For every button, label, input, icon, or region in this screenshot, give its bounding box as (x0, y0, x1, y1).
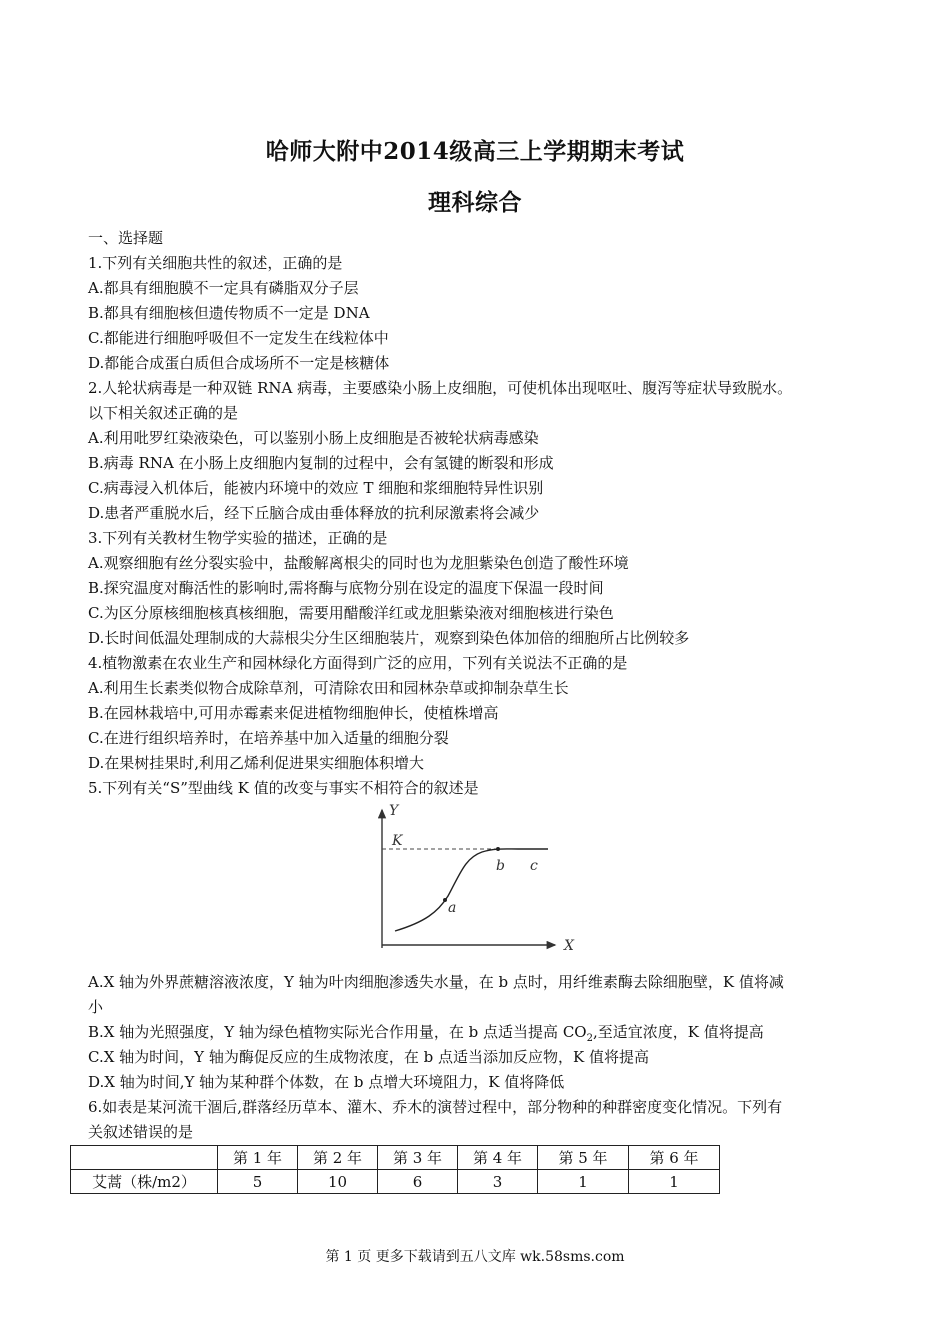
q3-option-a: A.观察细胞有丝分裂实验中，盐酸解离根尖的同时也为龙胆紫染色创造了酸性环境 (88, 554, 629, 572)
point-a (443, 898, 447, 902)
table-cell: 3 (458, 1170, 538, 1194)
q5-stem: 5.下列有关“S”型曲线 K 值的改变与事实不相符合的叙述是 (88, 779, 479, 797)
table-cell: 5 (218, 1170, 298, 1194)
k-label: K (392, 833, 403, 849)
table-row-label: 艾蒿（株/m2） (71, 1170, 218, 1194)
q2-option-b: B.病毒 RNA 在小肠上皮细胞内复制的过程中，会有氢键的断裂和形成 (88, 454, 554, 472)
point-b (496, 847, 500, 851)
q2-stem-line-2: 以下相关叙述正确的是 (88, 404, 239, 422)
q5-option-a-line-1: A.X 轴为外界蔗糖溶液浓度，Y 轴为叶肉细胞渗透失水量，在 b 点时，用纤维素酶去除细胞壁，K 值将减 (88, 973, 784, 991)
b-label: b (496, 858, 505, 874)
q2-option-d: D.患者严重脱水后，经下丘脑合成由垂体释放的抗利尿激素将会减少 (88, 504, 540, 522)
q6-stem-line-1: 6.如表是某河流干涸后,群落经历草本、灌木、乔木的演替过程中，部分物种的种群密度变化情况。下列有 (88, 1098, 783, 1116)
x-axis-label: X (564, 938, 574, 954)
q2-option-a: A.利用吡罗红染液染色，可以鉴别小肠上皮细胞是否被轮状病毒感染 (88, 429, 539, 447)
q5-option-c: C.X 轴为时间，Y 轴为酶促反应的生成物浓度，在 b 点适当添加反应物，K 值将提高 (88, 1048, 649, 1066)
c-label: c (530, 858, 538, 874)
density-table (70, 1145, 720, 1194)
table-header-row (71, 1146, 720, 1170)
q4-option-d: D.在果树挂果时,利用乙烯利促进果实细胞体积增大 (88, 754, 425, 772)
s-curve (395, 849, 548, 931)
q4-option-c: C.在进行组织培养时，在培养基中加入适量的细胞分裂 (88, 729, 449, 747)
a-label: a (448, 900, 457, 916)
q5-option-b (88, 1020, 868, 1045)
q2-option-c: C.病毒浸入机体后，能被内环境中的效应 T 细胞和浆细胞特异性识别 (88, 479, 544, 497)
q5-option-d: D.X 轴为时间,Y 轴为某种群个体数，在 b 点增大环境阻力，K 值将降低 (88, 1073, 565, 1091)
table-header-cell (71, 1146, 218, 1170)
q2-stem-line-1: 2.人轮状病毒是一种双链 RNA 病毒，主要感染小肠上皮细胞，可使机体出现呕吐、腹泻等症状导致脱水。 (88, 379, 793, 397)
table-header-cell: 第 4 年 (458, 1146, 538, 1170)
table-header-cell: 第 5 年 (538, 1146, 629, 1170)
q5-option-a-line-2: 小 (88, 998, 104, 1016)
q1-option-b: B.都具有细胞核但遗传物质不一定是 DNA (88, 304, 370, 322)
exam-subtitle: 理科综合 (428, 189, 522, 216)
q4-option-a: A.利用生长素类似物合成除草剂，可清除农田和园林杂草或抑制杂草生长 (88, 679, 569, 697)
questions-1-5 (88, 226, 868, 801)
table-header-cell: 第 6 年 (629, 1146, 720, 1170)
q3-stem: 3.下列有关教材生物学实验的描述，正确的是 (88, 529, 388, 547)
table-cell: 1 (538, 1170, 629, 1194)
q1-stem: 1.下列有关细胞共性的叙述，正确的是 (88, 254, 343, 272)
section-heading: 一、选择题 (88, 229, 164, 247)
q6-stem-line-2: 关叙述错误的是 (88, 1123, 194, 1141)
table-header-cell: 第 2 年 (298, 1146, 378, 1170)
table-row (71, 1170, 720, 1194)
questions-5-6 (88, 970, 868, 1145)
exam-title: 哈师大附中2014级高三上学期期末考试 (265, 138, 685, 165)
co2-subscript: 2 (586, 1033, 593, 1044)
table-header-cell: 第 1 年 (218, 1146, 298, 1170)
q4-stem: 4.植物激素在农业生产和园林绿化方面得到广泛的应用，下列有关说法不正确的是 (88, 654, 628, 672)
q3-option-d: D.长时间低温处理制成的大蒜根尖分生区细胞装片，观察到染色体加倍的细胞所占比例较多 (88, 629, 690, 647)
table-cell: 1 (629, 1170, 720, 1194)
q5-option-b-text: B.X 轴为光照强度，Y 轴为绿色植物实际光合作用量，在 b 点适当提高 CO (88, 1023, 587, 1041)
q1-option-d: D.都能合成蛋白质但合成场所不一定是核糖体 (88, 354, 390, 372)
page-footer: 第 1 页 更多下载请到五八文库 wk.58sms.com (325, 1249, 625, 1265)
q1-option-c: C.都能进行细胞呼吸但不一定发生在线粒体中 (88, 329, 389, 347)
q3-option-c: C.为区分原核细胞核真核细胞，需要用醋酸洋红或龙胆紫染液对细胞核进行染色 (88, 604, 614, 622)
q5-option-b-text-end: ,至适宜浓度，K 值将提高 (592, 1023, 764, 1041)
q3-option-b: B.探究温度对酶活性的影响时,需将酶与底物分别在设定的温度下保温一段时间 (88, 579, 604, 597)
table-header-cell: 第 3 年 (378, 1146, 458, 1170)
q1-option-a: A.都具有细胞膜不一定具有磷脂双分子层 (88, 279, 359, 297)
q4-option-b: B.在园林栽培中,可用赤霉素来促进植物细胞伸长，使植株增高 (88, 704, 499, 722)
s-curve-graph (370, 800, 585, 960)
table-cell: 10 (298, 1170, 378, 1194)
y-axis-label: Y (389, 803, 399, 819)
table-cell: 6 (378, 1170, 458, 1194)
